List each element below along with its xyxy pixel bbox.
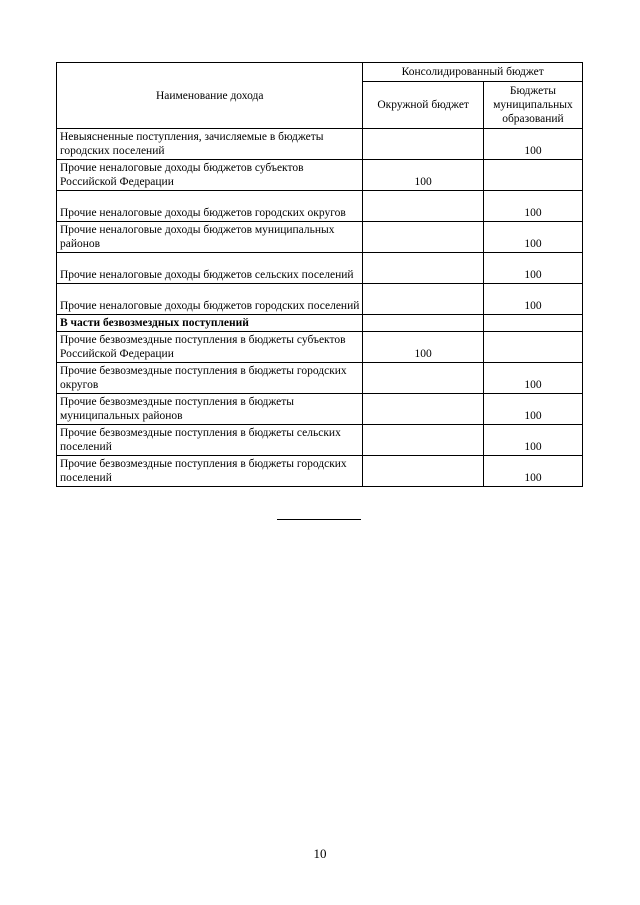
income-name-cell: Прочие безвозмездные поступления в бюджеты муниципальных районов	[57, 394, 363, 425]
income-name-cell: Прочие безвозмездные поступления в бюджеты сельских поселений	[57, 425, 363, 456]
income-name-cell: Прочие безвозмездные поступления в бюджеты городских округов	[57, 363, 363, 394]
municipal-budget-cell	[483, 332, 582, 363]
header-income-name: Наименование дохода	[57, 63, 363, 129]
municipal-budget-cell: 100	[483, 253, 582, 284]
income-name-cell: Прочие неналоговые доходы бюджетов муниципальных районов	[57, 222, 363, 253]
okr-budget-cell: 100	[363, 160, 484, 191]
table-row	[57, 332, 583, 363]
budget-table	[56, 62, 583, 487]
table-row	[57, 363, 583, 394]
footnote-divider	[277, 519, 361, 520]
income-name-cell: Прочие безвозмездные поступления в бюджеты городских поселений	[57, 456, 363, 487]
okr-budget-cell	[363, 222, 484, 253]
table-row	[57, 191, 583, 222]
okr-budget-cell: 100	[363, 332, 484, 363]
okr-budget-cell	[363, 456, 484, 487]
header-consolidated-budget: Консолидированный бюджет	[363, 63, 583, 82]
municipal-budget-cell: 100	[483, 456, 582, 487]
income-name-cell: Прочие неналоговые доходы бюджетов сельских поселений	[57, 253, 363, 284]
municipal-budget-cell: 100	[483, 284, 582, 315]
table-row	[57, 129, 583, 160]
income-name-cell: Прочие безвозмездные поступления в бюджеты субъектов Российской Федерации	[57, 332, 363, 363]
table-body	[57, 129, 583, 487]
income-name-cell: Прочие неналоговые доходы бюджетов субъектов Российской Федерации	[57, 160, 363, 191]
table-row	[57, 425, 583, 456]
income-name-cell: В части безвозмездных поступлений	[57, 315, 363, 332]
municipal-budget-cell: 100	[483, 222, 582, 253]
municipal-budget-cell: 100	[483, 363, 582, 394]
municipal-budget-cell: 100	[483, 425, 582, 456]
okr-budget-cell	[363, 191, 484, 222]
table-row	[57, 253, 583, 284]
income-name-cell: Прочие неналоговые доходы бюджетов городских округов	[57, 191, 363, 222]
okr-budget-cell	[363, 394, 484, 425]
municipal-budget-cell: 100	[483, 394, 582, 425]
municipal-budget-cell	[483, 160, 582, 191]
okr-budget-cell	[363, 363, 484, 394]
table-row	[57, 160, 583, 191]
okr-budget-cell	[363, 284, 484, 315]
table-row	[57, 456, 583, 487]
table-row	[57, 284, 583, 315]
municipal-budget-cell: 100	[483, 191, 582, 222]
okr-budget-cell	[363, 425, 484, 456]
page-number: 10	[313, 846, 327, 861]
okr-budget-cell	[363, 315, 484, 332]
income-name-cell: Невыясненные поступления, зачисляемые в бюджеты городских поселений	[57, 129, 363, 160]
okr-budget-cell	[363, 129, 484, 160]
income-name-cell: Прочие неналоговые доходы бюджетов городских поселений	[57, 284, 363, 315]
table-row	[57, 394, 583, 425]
municipal-budget-cell	[483, 315, 582, 332]
header-municipal-budget: Бюджеты муниципальных образований	[483, 82, 582, 129]
table-row	[57, 222, 583, 253]
municipal-budget-cell: 100	[483, 129, 582, 160]
header-okr-budget: Окружной бюджет	[363, 82, 484, 129]
table-section-row	[57, 315, 583, 332]
okr-budget-cell	[363, 253, 484, 284]
